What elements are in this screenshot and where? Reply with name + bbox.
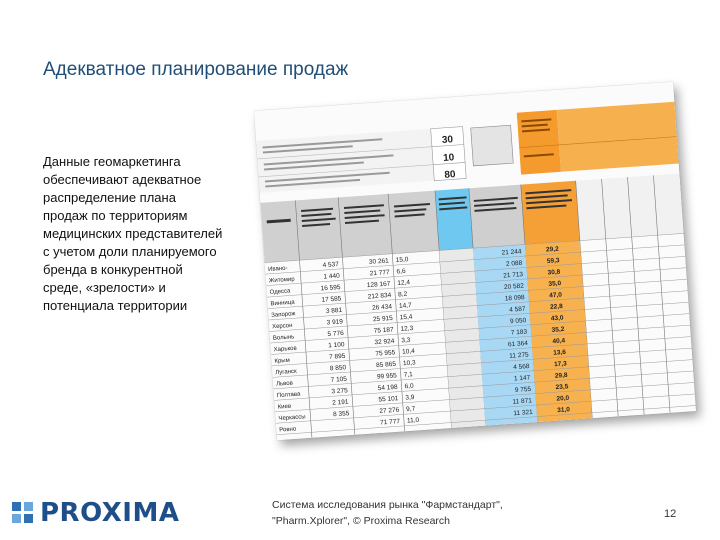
group-cell: 30 261 — [368, 257, 390, 266]
sales-cell: 7 105 — [330, 375, 348, 384]
growth-cell: 40,4 — [552, 337, 566, 346]
group-cell: 75 955 — [375, 349, 396, 358]
plan-cell: 21 713 — [502, 271, 524, 280]
logo-wordmark: PROXIMA — [40, 498, 180, 528]
region-cell: Луганск — [275, 368, 297, 377]
plan-cell: 4 568 — [513, 362, 530, 372]
share-cell: 6,0 — [404, 382, 414, 391]
plan-cell: 11 871 — [512, 397, 533, 406]
share-cell: 9,7 — [405, 405, 416, 414]
page-number: 12 — [664, 508, 677, 520]
group-cell: 54 198 — [377, 383, 398, 393]
region-cell: Крым — [274, 357, 290, 365]
region-cell: Черкассы — [278, 414, 306, 423]
share-cell: 12,3 — [400, 324, 414, 333]
plan-cell: 7 183 — [510, 328, 528, 337]
sales-cell: 8 850 — [329, 364, 347, 373]
group-cell: 85 865 — [375, 360, 397, 370]
group-cell: 25 915 — [372, 314, 394, 324]
calc-button — [471, 125, 514, 166]
region-cell: Житомир — [268, 276, 295, 285]
group-cell: 21 777 — [369, 268, 390, 278]
sales-cell: 2 191 — [332, 398, 349, 407]
region-cell: Ровно — [279, 426, 297, 434]
plan-cell: 11 321 — [513, 408, 533, 418]
sales-cell: 17 585 — [321, 295, 342, 304]
logo-mark-icon — [12, 502, 34, 524]
growth-cell: 31,0 — [557, 406, 571, 415]
share-cell: 10,3 — [402, 359, 416, 368]
region-cell: Полтава — [276, 391, 301, 400]
plan-cell: 11 275 — [509, 351, 529, 360]
group-cell: 212 834 — [367, 291, 392, 301]
growth-cell: 30,8 — [547, 268, 561, 277]
proxima-logo — [12, 498, 179, 528]
plan-cell: 20 582 — [503, 282, 525, 292]
plan-cell: 2 088 — [505, 259, 523, 268]
growth-cell: 43,0 — [550, 314, 564, 323]
plan-cell: 9 755 — [514, 385, 532, 395]
top-value: 10 — [442, 152, 455, 164]
group-cell: 55 101 — [378, 395, 399, 404]
group-cell: 128 167 — [366, 280, 391, 290]
sales-cell: 4 537 — [322, 261, 340, 270]
region-cell: Винница — [270, 299, 295, 308]
group-cell: 71 777 — [379, 418, 401, 427]
sales-cell: 3 919 — [326, 318, 344, 327]
sales-cell: 3 275 — [331, 387, 348, 396]
share-cell: 10,4 — [401, 347, 416, 356]
share-cell: 15,0 — [395, 256, 409, 265]
share-cell: 11,0 — [406, 416, 420, 425]
growth-cell: 59,3 — [546, 257, 560, 265]
region-cell: Херсон — [271, 322, 293, 331]
share-cell: 3,3 — [401, 336, 411, 345]
group-cell: 27 276 — [379, 406, 400, 416]
share-cell: 15,4 — [399, 313, 413, 322]
region-cell: Волынь — [272, 334, 295, 342]
region-cell: Харьков — [273, 345, 297, 354]
sales-cell: 8 355 — [332, 410, 350, 419]
slide-title: Адекватное планирование продаж — [43, 59, 349, 80]
plan-cell: 21 244 — [501, 248, 522, 257]
plan-cell: 4 587 — [508, 305, 526, 314]
growth-cell: 47,0 — [549, 291, 563, 300]
sales-cell: 3 881 — [325, 306, 343, 316]
plan-cell: 1 147 — [513, 374, 531, 383]
slide-body-text: Данные геомаркетинга обеспечивают адекватное распределение плана продаж по территориям медицинских представителей с учетом доли планируемого бренда в конкурентной среде, «зрелости» и потенциала территории — [43, 154, 223, 313]
growth-cell: 23,5 — [555, 383, 569, 392]
growth-cell: 35,2 — [551, 325, 565, 334]
plan-cell: 18 098 — [504, 294, 525, 303]
region-cell: Одесса — [269, 288, 291, 296]
group-cell: 99 955 — [376, 372, 398, 381]
share-cell: 14,7 — [398, 302, 412, 310]
share-cell: 6,6 — [396, 267, 406, 276]
share-cell: 3,9 — [405, 394, 415, 402]
share-cell: 8,2 — [397, 290, 408, 299]
growth-cell: 13,6 — [553, 348, 567, 357]
region-cell: Киев — [277, 403, 292, 411]
top-value: 80 — [444, 169, 456, 181]
spreadsheet-image — [254, 82, 696, 440]
group-cell: 32 924 — [374, 337, 395, 347]
group-cell: 75 187 — [373, 326, 394, 335]
plan-cell: 61 364 — [507, 340, 529, 349]
share-cell: 7,1 — [403, 371, 414, 379]
top-value: 30 — [441, 134, 454, 146]
spreadsheet-screenshot — [255, 96, 695, 446]
region-cell: Ивано- — [267, 265, 288, 273]
growth-cell: 35,0 — [548, 280, 562, 288]
growth-cell: 22,8 — [549, 303, 563, 311]
growth-cell: 17,3 — [553, 360, 567, 369]
share-cell: 12,4 — [397, 279, 411, 287]
growth-cell: 29,8 — [554, 371, 568, 380]
footer-source: Система исследования рынка "Фармстандарт", "Pharm.Xplorer", © Proxima Research — [272, 499, 503, 527]
growth-cell: 29,2 — [545, 245, 559, 254]
region-cell: Запорож — [271, 311, 296, 319]
sales-cell: 16 595 — [320, 283, 341, 293]
growth-cell: 20,0 — [556, 394, 570, 403]
region-cell: Львов — [275, 380, 294, 388]
sales-cell: 7 895 — [328, 352, 346, 361]
sales-cell: 1 100 — [328, 341, 345, 350]
sales-cell: 5 776 — [327, 329, 344, 338]
group-cell: 26 434 — [371, 303, 393, 312]
plan-cell: 9 050 — [509, 317, 527, 326]
sales-cell: 1 440 — [323, 272, 340, 281]
